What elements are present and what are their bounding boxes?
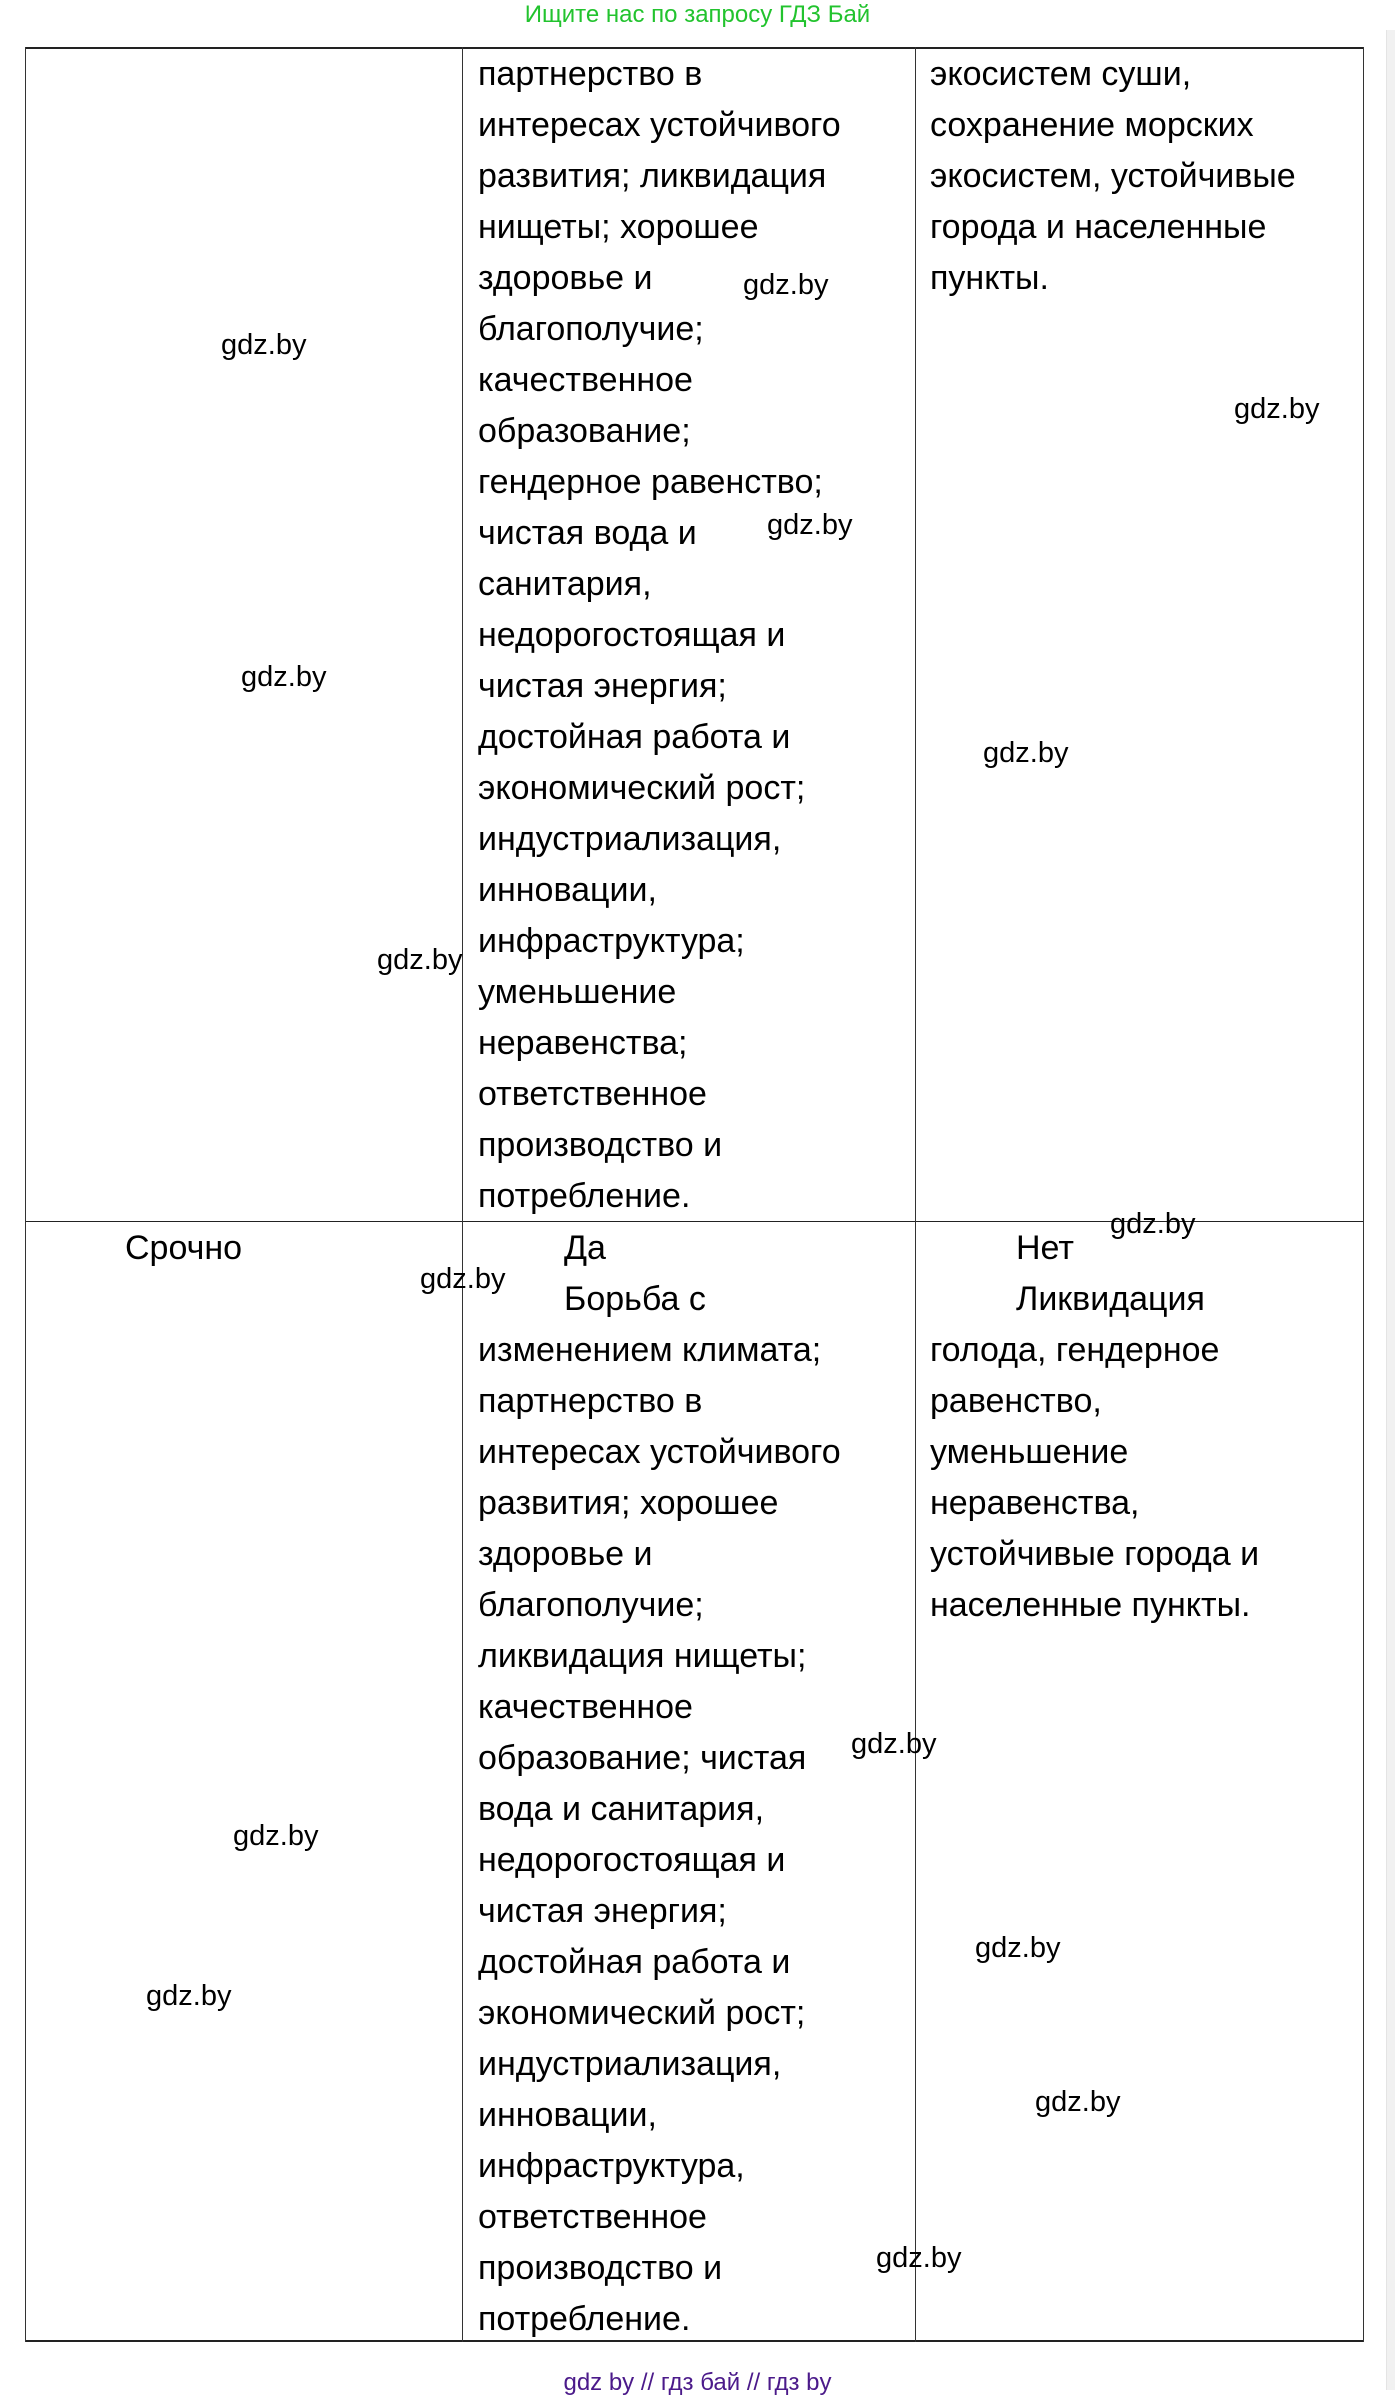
cell-line: равенство, [930, 1382, 1102, 1420]
cell-line: образование; чистая [478, 1739, 807, 1777]
cell-line: Ликвидация [1016, 1280, 1205, 1318]
watermark-text: gdz.by [146, 1980, 232, 2012]
cell-line: гендерное равенство; [478, 463, 823, 501]
cell-line: чистая энергия; [478, 667, 727, 705]
cell-line: Борьба с [564, 1280, 706, 1318]
cell-line: инновации, [478, 871, 657, 909]
cell-line: экономический рост; [478, 769, 806, 807]
table-cell-goals [930, 49, 1296, 304]
cell-line: вода и санитария, [478, 1790, 765, 1828]
table-cell-goals [478, 49, 841, 1222]
cell-line: интересах устойчивого [478, 1433, 841, 1471]
column-border [1363, 47, 1364, 2342]
cell-line: индустриализация, [478, 2045, 782, 2083]
footer-links[interactable]: gdz by // гдз бай // гдз by [563, 2369, 832, 2396]
cell-line: партнерство в [478, 55, 703, 93]
watermark-text: gdz.by [1110, 1208, 1196, 1240]
cell-line: инфраструктура; [478, 922, 745, 960]
cell-line: голода, гендерное [930, 1331, 1220, 1369]
cell-line: благополучие; [478, 310, 704, 348]
cell-line: производство и [478, 1126, 723, 1164]
cell-line: производство и [478, 2249, 723, 2287]
column-border [915, 47, 916, 2342]
cell-line: развития; хорошее [478, 1484, 779, 1522]
watermark-text: gdz.by [221, 329, 307, 361]
cell-line: потребление. [478, 2300, 691, 2338]
cell-line: недорогостоящая и [478, 616, 786, 654]
cell-line: ответственное [478, 2198, 707, 2236]
cell-line: ответственное [478, 1075, 707, 1113]
cell-line: недорогостоящая и [478, 1841, 786, 1879]
watermark-text: gdz.by [743, 269, 829, 301]
cell-line: чистая энергия; [478, 1892, 727, 1930]
cell-line: неравенства; [478, 1024, 688, 1062]
cell-line: инновации, [478, 2096, 657, 2134]
cell-line: экосистем, устойчивые [930, 157, 1296, 195]
cell-line: достойная работа и [478, 1943, 791, 1981]
cell-line: ликвидация нищеты; [478, 1637, 807, 1675]
cell-line: чистая вода и [478, 514, 697, 552]
scrollbar-track[interactable] [1386, 30, 1395, 2390]
cell-line: инфраструктура, [478, 2147, 745, 2185]
cell-line: развития; ликвидация [478, 157, 827, 195]
cell-line: качественное [478, 1688, 693, 1726]
watermark-text: gdz.by [1035, 2086, 1121, 2118]
cell-line: индустриализация, [478, 820, 782, 858]
cell-line: санитария, [478, 565, 652, 603]
cell-line: благополучие; [478, 1586, 704, 1624]
cell-line: партнерство в [478, 1382, 703, 1420]
watermark-text: gdz.by [377, 944, 463, 976]
cell-line: экономический рост; [478, 1994, 806, 2032]
table-cell-label [125, 1223, 242, 1274]
cell-line: сохранение морских [930, 106, 1254, 144]
column-border [462, 47, 463, 2342]
cell-line: интересах устойчивого [478, 106, 841, 144]
watermark-text: gdz.by [975, 1932, 1061, 1964]
cell-line: устойчивые города и [930, 1535, 1260, 1573]
watermark-text: gdz.by [241, 661, 327, 693]
cell-line: потребление. [478, 1177, 691, 1215]
watermark-text: gdz.by [983, 737, 1069, 769]
cell-line: качественное [478, 361, 693, 399]
cell-line: уменьшение [478, 973, 677, 1011]
watermark-text: gdz.by [767, 509, 853, 541]
promo-header[interactable]: Ищите нас по запросу ГДЗ Бай [524, 1, 871, 28]
table-cell-no [930, 1223, 1259, 1631]
watermark-text: gdz.by [851, 1728, 937, 1760]
cell-line: уменьшение [930, 1433, 1129, 1471]
cell-line: неравенства, [930, 1484, 1140, 1522]
watermark-text: gdz.by [1234, 393, 1320, 425]
row-label: Срочно [125, 1229, 243, 1267]
column-answer-no: Нет [1016, 1229, 1074, 1267]
cell-line: изменением климата; [478, 1331, 822, 1369]
watermark-text: gdz.by [233, 1820, 319, 1852]
cell-line: пункты. [930, 259, 1049, 297]
cell-line: города и населенные [930, 208, 1267, 246]
cell-line: здоровье и [478, 1535, 653, 1573]
table-cell-yes [478, 1223, 841, 2345]
watermark-text: gdz.by [876, 2242, 962, 2274]
cell-line: образование; [478, 412, 691, 450]
cell-line: нищеты; хорошее [478, 208, 759, 246]
cell-line: здоровье и [478, 259, 653, 297]
column-answer-yes: Да [564, 1229, 606, 1267]
cell-line: достойная работа и [478, 718, 791, 756]
cell-line: экосистем суши, [930, 55, 1192, 93]
column-border [25, 47, 26, 2342]
cell-line: населенные пункты. [930, 1586, 1251, 1624]
watermark-text: gdz.by [420, 1263, 506, 1295]
